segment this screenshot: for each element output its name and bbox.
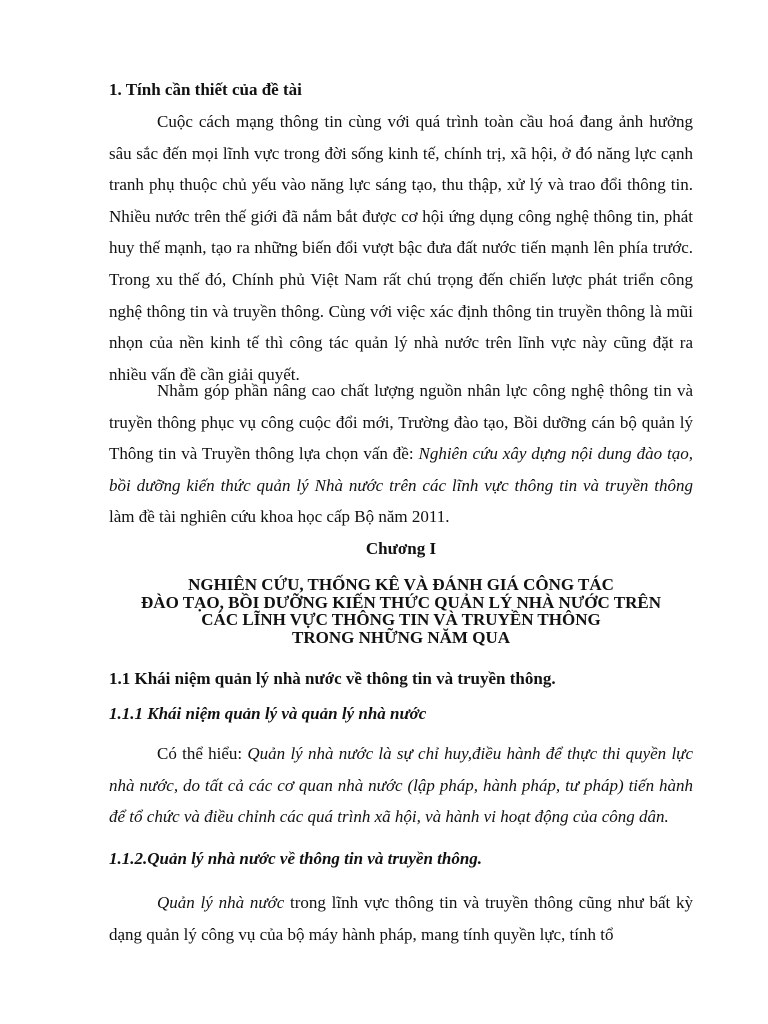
section-1-heading: 1. Tính cần thiết của đề tài [109, 80, 302, 99]
paragraph-italic-lead: Quản lý nhà nước [157, 893, 285, 912]
section-1-1-2-paragraph [109, 887, 693, 950]
paragraph-2-italic-topic: Nghiên cứu xây dựng nội dung đào tạo, bồi dưỡng kiến thức quản lý Nhà nước trên các lĩnh vực thông tin và truyền thông [109, 444, 693, 495]
section-1-1-1-heading: 1.1.1 Khái niệm quản lý và quản lý nhà nước [109, 704, 427, 723]
definition-italic: Quản lý nhà nước là sự chỉ huy,điều hành để thực thi quyền lực nhà nước, do tất cả các cơ quan nhà nước (lập pháp, hành pháp, tư pháp) tiến hành để tổ chức và điều chỉnh các quá trình xã hội, và hành vi hoạt động của công dân. [109, 744, 693, 827]
chapter-title-line: TRONG NHỮNG NĂM QUA [292, 627, 510, 647]
chapter-title [109, 576, 693, 646]
section-1-1-1-paragraph [109, 738, 693, 833]
definition-lead: Có thể hiểu: [157, 744, 248, 763]
section-1-1-2-heading: 1.1.2.Quản lý nhà nước về thông tin và truyền thông. [109, 849, 483, 868]
section-1-1-heading: 1.1 Khái niệm quản lý nhà nước về thông tin và truyền thông. [109, 669, 556, 688]
section-1-paragraph-2 [109, 375, 693, 533]
paragraph-text: trong lĩnh vực thông tin và truyền thông cũng như bất kỳ dạng quản lý công vụ của bộ máy hành pháp, mang tính quyền lực, tính tổ [109, 893, 693, 944]
section-1-paragraph-1: Cuộc cách mạng thông tin cùng với quá trình toàn cầu hoá đang ảnh hưởng sâu sắc đến mọi lĩnh vực trong đời sống kinh tế, chính trị, xã hội, ở đó năng lực cạnh tranh phụ thuộc chủ yếu vào năng lực sáng tạo, thu thập, xử lý và trao đổi thông tin. Nhiều nước trên thế giới đã nắm bắt được cơ hội ứng dụng công nghệ thông tin, phát huy thế mạnh, tạo ra những biến đổi vượt bậc đưa đất nước tiến mạnh lên phía trước. Trong xu thế đó, Chính phủ Việt Nam rất chú trọng đến chiến lược phát triển công nghệ thông tin và truyền thông. Cùng với việc xác định thông tin truyền thông là mũi nhọn của nền kinh tế thì công tác quản lý nhà nước trên lĩnh vực này cũng đặt ra nhiều vấn đề cần giải quyết. [109, 112, 693, 384]
chapter-label: Chương I [365, 539, 437, 558]
paragraph-2-text-end: làm đề tài nghiên cứu khoa học cấp Bộ năm 2011. [109, 507, 450, 527]
paragraph-2-text-start: Nhằm góp phần nâng cao chất lượng nguồn nhân lực công nghệ thông tin và truyền thông phục vụ công cuộc đổi mới, Trường đào tạo, Bồi dưỡng cán bộ quản lý Thông tin và Truyền thông lựa chọn vấn đề: [109, 381, 693, 464]
chapter-title-line: CÁC LĨNH VỰC THÔNG TIN VÀ TRUYỀN THÔNG [201, 610, 601, 629]
chapter-title-line: NGHIÊN CỨU, THỐNG KÊ VÀ ĐÁNH GIÁ CÔNG TÁC [188, 575, 614, 594]
chapter-title-line: ĐÀO TẠO, BỒI DƯỠNG KIẾN THỨC QUẢN LÝ NHÀ NƯỚC TRÊN [141, 592, 661, 612]
